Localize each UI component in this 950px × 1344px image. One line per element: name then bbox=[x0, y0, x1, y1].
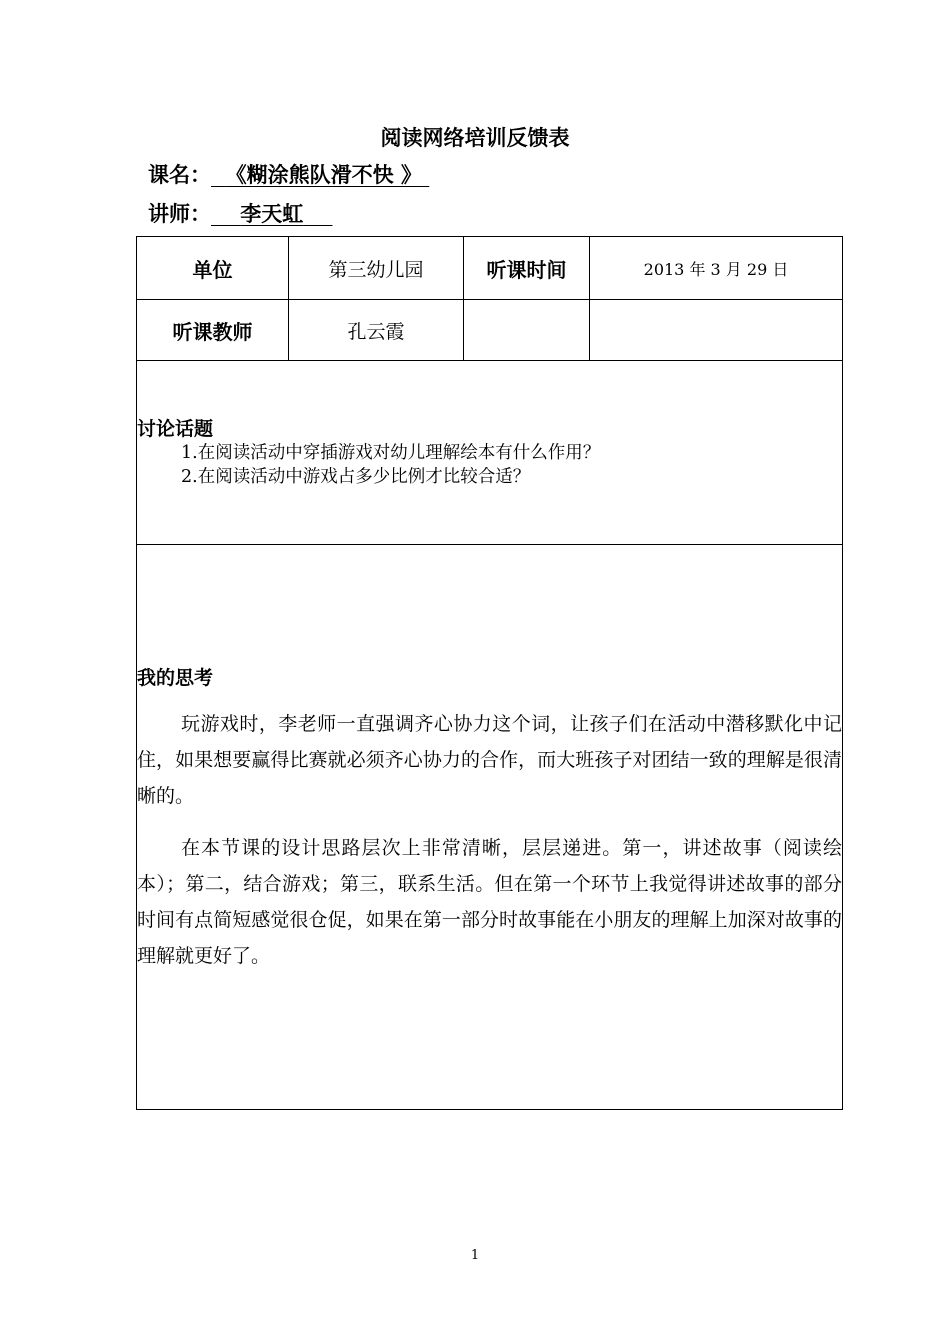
unit-label: 单位 bbox=[137, 237, 289, 300]
course-name bbox=[211, 163, 429, 187]
empty-cell-1 bbox=[464, 300, 590, 361]
table-row-unit bbox=[137, 237, 843, 300]
page-number: 1 bbox=[470, 1248, 480, 1263]
table-row-reflection bbox=[137, 545, 843, 1110]
course-value: 《糊涂熊队滑不快 》 bbox=[225, 163, 422, 187]
discussion-cell bbox=[137, 361, 843, 545]
unit-value: 第三幼儿园 bbox=[289, 237, 464, 300]
reflection-paragraph-1: 玩游戏时，李老师一直强调齐心协力这个词，让孩子们在活动中潜移默化中记住，如果想要赢得比赛就必须齐心协力的合作，而大班孩子对团结一致的理解是很清晰的。 bbox=[137, 713, 842, 807]
lecturer-name bbox=[211, 202, 333, 226]
listener-value: 孔云霞 bbox=[289, 300, 464, 361]
table-row-discussion bbox=[137, 361, 843, 545]
discussion-item-1: 1.在阅读活动中穿插游戏对幼儿理解绘本有什么作用？ bbox=[181, 442, 601, 463]
table-row-listener bbox=[137, 300, 843, 361]
listener-label: 听课教师 bbox=[137, 300, 289, 361]
reflection-paragraph-2: 在本节课的设计思路层次上非常清晰，层层递进。第一，讲述故事（阅读绘本）；第二，结合游戏；第三，联系生活。但在第一个环节上我觉得讲述故事的部分时间有点简短感觉很仓促，如果在第一部分时故事能在小朋友的理解上加深对故事的理解就更好了。 bbox=[137, 837, 842, 967]
lecturer-line bbox=[148, 200, 333, 228]
feedback-table bbox=[136, 236, 843, 1110]
course-line bbox=[148, 161, 429, 189]
time-value: 2013 年 3 月 29 日 bbox=[590, 237, 843, 300]
lecturer-value: 李天虹 bbox=[240, 202, 304, 226]
lecturer-label: 讲师： bbox=[148, 202, 211, 226]
time-label: 听课时间 bbox=[464, 237, 590, 300]
course-label: 课名： bbox=[148, 163, 211, 187]
reflection-cell bbox=[137, 545, 843, 1110]
empty-cell-2 bbox=[590, 300, 843, 361]
document-title: 阅读网络培训反馈表 bbox=[380, 126, 570, 150]
reflection-heading: 我的思考 bbox=[137, 667, 214, 689]
discussion-item-2: 2.在阅读活动中游戏占多少比例才比较合适？ bbox=[181, 466, 531, 487]
discussion-heading: 讨论话题 bbox=[137, 417, 214, 440]
